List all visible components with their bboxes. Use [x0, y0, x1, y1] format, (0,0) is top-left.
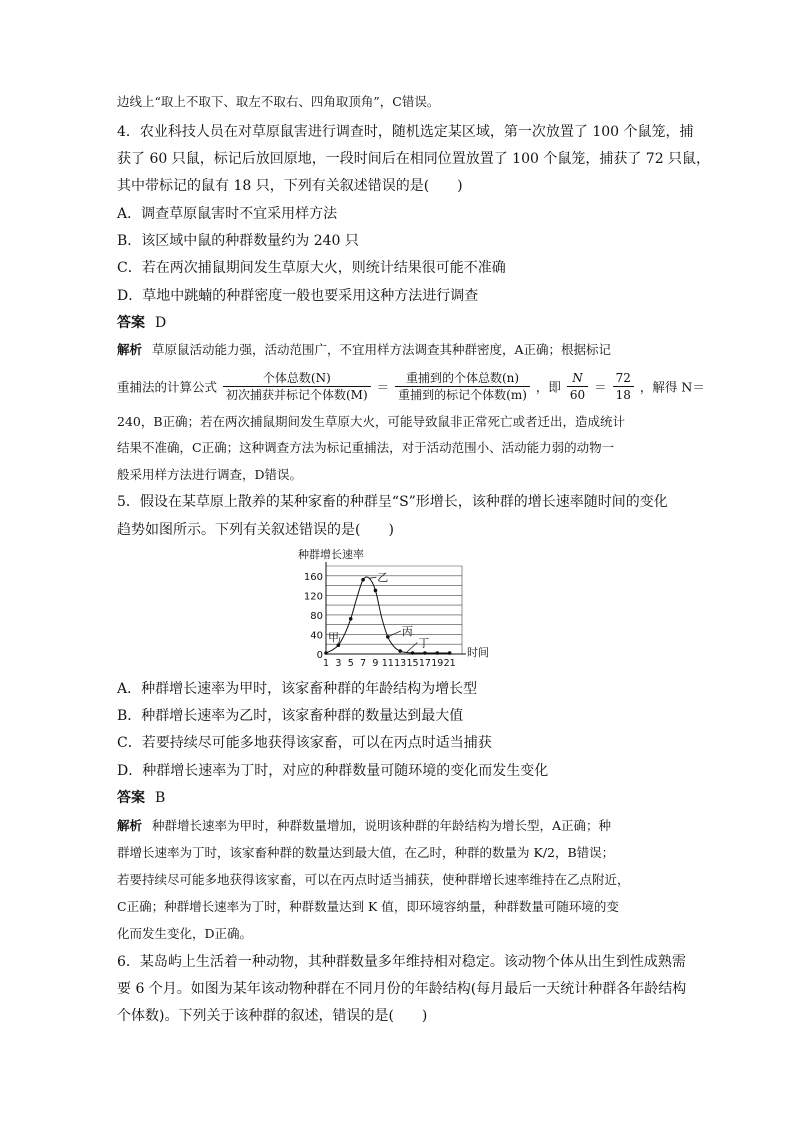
q5-analysis-line-4: C正确；种群增长速率为丁时，种群数量达到 K 值，即环境容纳量，种群数量可随环境的变 [117, 899, 619, 914]
annotation-label: 丁 [418, 636, 430, 650]
q5-stem-line-2: 趋势如图所示。下列有关叙述错误的是( ) [117, 522, 394, 538]
data-point [349, 617, 353, 621]
q5-option-a: A．种群增长速率为甲时，该家畜种群的年龄结构为增长型 [117, 681, 478, 697]
q4-option-a: A．调查草原鼠害时不宜采用样方法 [117, 206, 338, 222]
q5-analysis-line-2: 群增长速率为丁时，该家畜种群的数量达到最大值，在乙时，种群的数量为 K/2，B错误； [117, 845, 615, 860]
data-point [386, 635, 390, 639]
y-axis-label: 种群增长速率 [298, 548, 364, 561]
q4-analysis-line-3: 240，B正确；若在两次捕鼠期间发生草原大火，可能导致鼠非正常死亡或者迁出，造成统计 [117, 414, 626, 429]
annotation-leader [369, 577, 376, 578]
data-point [374, 589, 378, 593]
data-point [423, 651, 427, 655]
fraction-denominator: 重捕到的标记个体数(m) [398, 388, 527, 402]
x-tick-label: 7 [360, 658, 367, 669]
q4-analysis-line-4: 结果不准确，C正确；这种调查方法为标记重捕法，对于活动范围小、活动能力弱的动物一 [117, 440, 615, 455]
y-tick-label: 120 [303, 591, 323, 603]
data-point [398, 649, 402, 653]
q5-analysis-text: 种群增长速率为甲时，种群数量增加，说明该种群的年龄结构为增长型，A正确；种 [152, 818, 612, 833]
q4-analysis-line-1 [117, 340, 611, 360]
fraction-denominator: 60 [569, 388, 586, 402]
y-tick-labels [304, 572, 323, 661]
x-tick-labels [323, 658, 456, 669]
fraction-numerator: 重捕到的个体总数(n) [395, 370, 530, 387]
q4-stem-line-3: 其中带标记的鼠有 18 只，下列有关叙述错误的是( ) [117, 178, 463, 194]
q5-option-b: B．种群增长速率为乙时，该家畜种群的数量达到最大值 [117, 708, 464, 724]
formula-fraction-2 [395, 370, 530, 403]
formula-prefix: 重捕法的计算公式 [117, 379, 218, 395]
q4-answer-label: 答案 [117, 315, 145, 331]
formula-equals-2: ＝ [594, 379, 607, 395]
x-tick-label: 9 [372, 658, 379, 669]
growth-rate-chart [290, 546, 500, 670]
x-tick-label: 15 [406, 658, 419, 669]
annotation-leader [388, 631, 401, 637]
formula-fraction-4 [613, 370, 634, 403]
q4-option-b: B．该区域中鼠的种群数量约为 240 只 [117, 233, 359, 249]
annotation-label: 丙 [401, 624, 413, 638]
annotation-label: 乙 [377, 571, 389, 585]
q5-answer-label: 答案 [117, 790, 145, 806]
formula-suffix: ，解得 N＝ [639, 379, 705, 395]
series-points [324, 578, 451, 655]
formula-equals: ＝ [376, 379, 390, 395]
q5-answer [117, 788, 165, 808]
data-point [411, 651, 415, 655]
x-axis-label: 时间 [467, 646, 489, 659]
formula-fraction-3 [567, 370, 588, 403]
q4-analysis-text: 草原鼠活动能力强，活动范围广，不宜用样方法调查其种群密度，A正确；根据标记 [152, 342, 612, 357]
annotation-label: 甲 [328, 631, 339, 645]
y-tick-label: 160 [303, 571, 323, 583]
q6-stem-line-1: 6．某岛屿上生活着一种动物，其种群数量多年维持相对稳定。该动物个体从出生到性成熟需 [117, 954, 686, 970]
data-point [324, 651, 328, 655]
q4-stem-line-2: 获了 60 只鼠，标记后放回原地，一段时间后在相同位置放置了 100 个鼠笼，捕获了 72 只鼠， [117, 151, 711, 167]
y-tick-label: 80 [310, 610, 323, 622]
q5-option-d: D．种群增长速率为丁时，对应的种群数量可随环境的变化而发生变化 [117, 763, 549, 779]
x-tick-label: 13 [394, 658, 407, 669]
q5-option-c: C．若要持续尽可能多地获得该家畜，可以在丙点时适当捕获 [117, 735, 492, 751]
x-tick-label: 11 [381, 658, 394, 669]
chart-grid [326, 566, 462, 654]
data-point [448, 651, 452, 655]
x-tick-label: 21 [443, 658, 456, 669]
data-point [361, 578, 365, 582]
y-tick-label: 40 [310, 630, 323, 642]
x-tick-label: 5 [347, 658, 354, 669]
q5-analysis-line-1 [117, 816, 611, 836]
fraction-denominator: 初次捕获并标记个体数(M) [226, 388, 368, 402]
fraction-numerator: N [567, 370, 588, 387]
chart-annotations [328, 571, 429, 652]
top-line: 边线上“取上不取下、取左不取右、四角取顶角”，C错误。 [117, 94, 440, 109]
x-tick-label: 17 [418, 658, 431, 669]
q4-stem-line-1: 4．农业科技人员在对草原鼠害进行调查时，随机选定某区域，第一次放置了 100 个鼠笼，捕 [117, 124, 694, 140]
x-tick-label: 19 [431, 658, 444, 669]
data-point [435, 651, 439, 655]
q5-answer-value: B [155, 790, 166, 806]
fraction-denominator: 18 [615, 388, 631, 402]
fraction-numerator: 个体总数(N) [223, 370, 371, 387]
formula-mid: ，即 [535, 379, 561, 395]
q4-option-c: C．若在两次捕鼠期间发生草原大火，则统计结果很可能不准确 [117, 260, 506, 276]
y-tick-label: 0 [316, 650, 323, 661]
x-tick-label: 1 [322, 658, 330, 669]
fraction-numerator: 72 [613, 370, 634, 387]
q5-analysis-line-3: 若要持续尽可能多地获得该家畜，可以在丙点时适当捕获，使种群增长速率维持在乙点附近， [117, 872, 630, 887]
q5-stem-line-1: 5．假设在某草原上散养的某种家畜的种群呈“S”形增长，该种群的增长速率随时间的变化 [117, 494, 668, 510]
q5-analysis-label: 解析 [117, 818, 143, 833]
q4-answer [117, 313, 166, 333]
formula-fraction-1 [223, 370, 371, 403]
q4-analysis-label: 解析 [117, 342, 143, 357]
q4-option-d: D．草地中跳蝻的种群密度一般也要采用这种方法进行调查 [117, 288, 479, 304]
x-tick-label: 3 [335, 658, 342, 669]
q4-answer-value: D [155, 315, 167, 331]
q4-analysis-line-5: 般采用样方法进行调查，D错误。 [117, 467, 303, 482]
q6-stem-line-3: 个体数)。下列关于该种群的叙述，错误的是( ) [117, 1008, 428, 1024]
q5-analysis-line-5: 化而发生变化，D正确。 [117, 926, 253, 941]
q6-stem-line-2: 要 6 个月。如图为某年该动物种群在不同月份的年龄结构(每月最后一天统计种群各年龄结构 [117, 981, 687, 997]
q4-formula [117, 370, 705, 410]
